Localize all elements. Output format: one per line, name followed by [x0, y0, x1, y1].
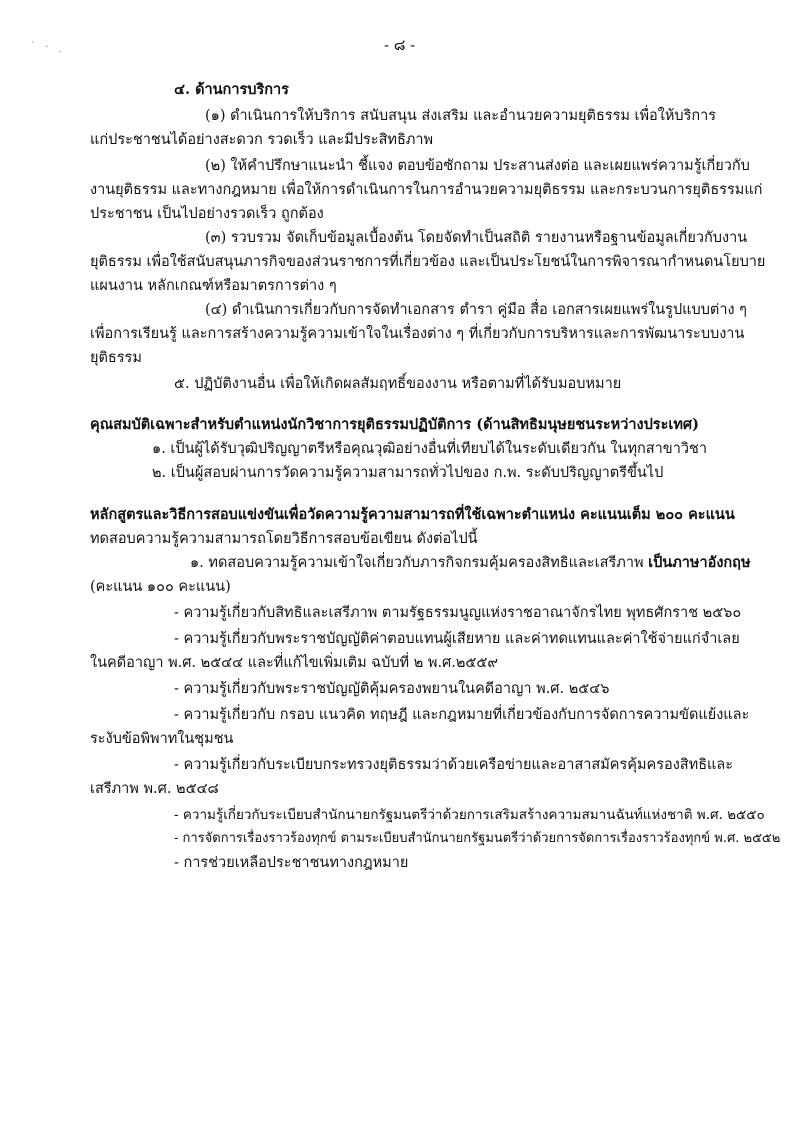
service-item-3-line-2: ยุติธรรม เพื่อใช้สนับสนุนภารกิจของส่วนราชการที่เกี่ยวข้อง และเป็นประโยชน์ในการพิจารณากำหนดนโยบาย: [90, 254, 766, 270]
service-item-3-line-3: แผนงาน หลักเกณฑ์หรือมาตรการต่าง ๆ: [90, 278, 337, 294]
service-item-4-line-1: (๔) ดำเนินการเกี่ยวกับการจัดทำเอกสาร ตำรา คู่มือ สื่อ เอกสารเผยแพร่ในรูปแบบต่าง ๆ: [205, 302, 747, 318]
exam-topic-7: - การจัดการเรื่องราวร้องทุกข์ ตามระเบียบสำนักนายกรัฐมนตรีว่าด้วยการจัดการเรื่องราวร้องทุกข์ พ.ศ. ๒๕๕๒: [174, 831, 781, 846]
qualifications-heading: คุณสมบัติเฉพาะสำหรับตำแหน่งนักวิชาการยุติธรรมปฏิบัติการ (ด้านสิทธิมนุษยชนระหว่างประเทศ): [90, 416, 699, 433]
exam-topic-5-line-1: - ความรู้เกี่ยวกับระเบียบกระทรวงยุติธรรมว่าด้วยเครือข่ายและอาสาสมัครคุ้มครองสิทธิและ: [174, 757, 734, 773]
service-item-2-line-3: ประชาชน เป็นไปอย่างรวดเร็ว ถูกต้อง: [90, 206, 324, 222]
exam-heading: หลักสูตรและวิธีการสอบแข่งขันเพื่อวัดความรู้ความสามารถที่ใช้เฉพาะตำแหน่ง คะแนนเต็ม ๒๐๐ คะแนน: [90, 506, 735, 523]
page-number: - ๘ -: [384, 36, 416, 54]
service-item-2-line-1: (๒) ให้คำปรึกษาแนะนำ ชี้แจง ตอบข้อซักถาม ประสานส่งต่อ และเผยแพร่ความรู้เกี่ยวกับ: [205, 158, 750, 174]
service-item-4-line-2: เพื่อการเรียนรู้ และการสร้างความรู้ความเข้าใจในเรื่องต่าง ๆ ที่เกี่ยวกับการบริหารและการพัฒนาระบบงาน: [90, 326, 745, 342]
scan-artifact: ˙ · ˎ: [30, 40, 65, 53]
service-item-4-line-3: ยุติธรรม: [90, 350, 142, 366]
exam-topic-5-line-2: เสรีภาพ พ.ศ. ๒๕๔๘: [90, 781, 219, 797]
service-item-2-line-2: งานยุติธรรม และทางกฎหมาย เพื่อให้การดำเนินการในการอำนวยความยุติธรรม และกระบวนการยุติธรรมแก่: [90, 182, 763, 198]
exam-topic-2-line-2: ในคดีอาญา พ.ศ. ๒๕๔๔ และที่แก้ไขเพิ่มเติม ฉบับที่ ๒ พ.ศ.๒๕๕๙: [90, 655, 498, 671]
exam-topic-1: - ความรู้เกี่ยวกับสิทธิและเสรีภาพ ตามรัฐธรรมนูญแห่งราชอาณาจักรไทย พุทธศักราช ๒๕๖๐: [174, 605, 742, 621]
exam-part-1-language: เป็นภาษาอังกฤษ: [648, 554, 751, 571]
service-item-3-line-1: (๓) รวบรวม จัดเก็บข้อมูลเบื้องต้น โดยจัดทำเป็นสถิติ รายงานหรือฐานข้อมูลเกี่ยวกับงาน: [205, 230, 748, 246]
exam-part-1-score: (คะแนน ๑๐๐ คะแนน): [90, 579, 231, 595]
exam-topic-8: - การช่วยเหลือประชาชนทางกฎหมาย: [174, 855, 409, 871]
exam-part-1-text: ๑. ทดสอบความรู้ความเข้าใจเกี่ยวกับภารกิจกรมคุ้มครองสิทธิและเสรีภาพ: [190, 555, 649, 571]
exam-topic-6: - ความรู้เกี่ยวกับระเบียบสำนักนายกรัฐมนตรีว่าด้วยการเสริมสร้างความสมานฉันท์แห่งชาติ พ.ศ. ๒๕๕๐: [174, 807, 765, 823]
exam-intro: ทดสอบความรู้ความสามารถโดยวิธีการสอบข้อเขียน ดังต่อไปนี้: [90, 531, 478, 547]
section-heading-service: ๔. ด้านการบริการ: [174, 81, 289, 98]
qualification-2: ๒. เป็นผู้สอบผ่านการวัดความรู้ความสามารถทั่วไปของ ก.พ. ระดับปริญญาตรีขึ้นไป: [152, 465, 664, 481]
service-item-1-line-2: แก่ประชาชนได้อย่างสะดวก รวดเร็ว และมีประสิทธิภาพ: [90, 132, 434, 148]
exam-part-1: [190, 554, 751, 572]
exam-topic-2-line-1: - ความรู้เกี่ยวกับพระราชบัญญัติค่าตอบแทนผู้เสียหาย และค่าทดแทนและค่าใช้จ่ายแก่จำเลย: [174, 631, 740, 647]
exam-topic-3: - ความรู้เกี่ยวกับพระราชบัญญัติคุ้มครองพยานในคดีอาญา พ.ศ. ๒๕๔๖: [174, 681, 610, 697]
service-item-1-line-1: (๑) ดำเนินการให้บริการ สนับสนุน ส่งเสริม และอำนวยความยุติธรรม เพื่อให้บริการ: [205, 108, 717, 124]
exam-topic-4-line-1: - ความรู้เกี่ยวกับ กรอบ แนวคิด ทฤษฎี และกฎหมายที่เกี่ยวข้องกับการจัดการความขัดแย้งและ: [174, 707, 750, 723]
qualification-1: ๑. เป็นผู้ได้รับวุฒิปริญญาตรีหรือคุณวุฒิอย่างอื่นที่เทียบได้ในระดับเดียวกัน ในทุกสาขาวิชา: [152, 441, 707, 457]
exam-topic-4-line-2: ระงับข้อพิพาทในชุมชน: [90, 731, 234, 747]
section-5-text: ๕. ปฏิบัติงานอื่น เพื่อให้เกิดผลสัมฤทธิ์ของงาน หรือตามที่ได้รับมอบหมาย: [174, 376, 622, 392]
